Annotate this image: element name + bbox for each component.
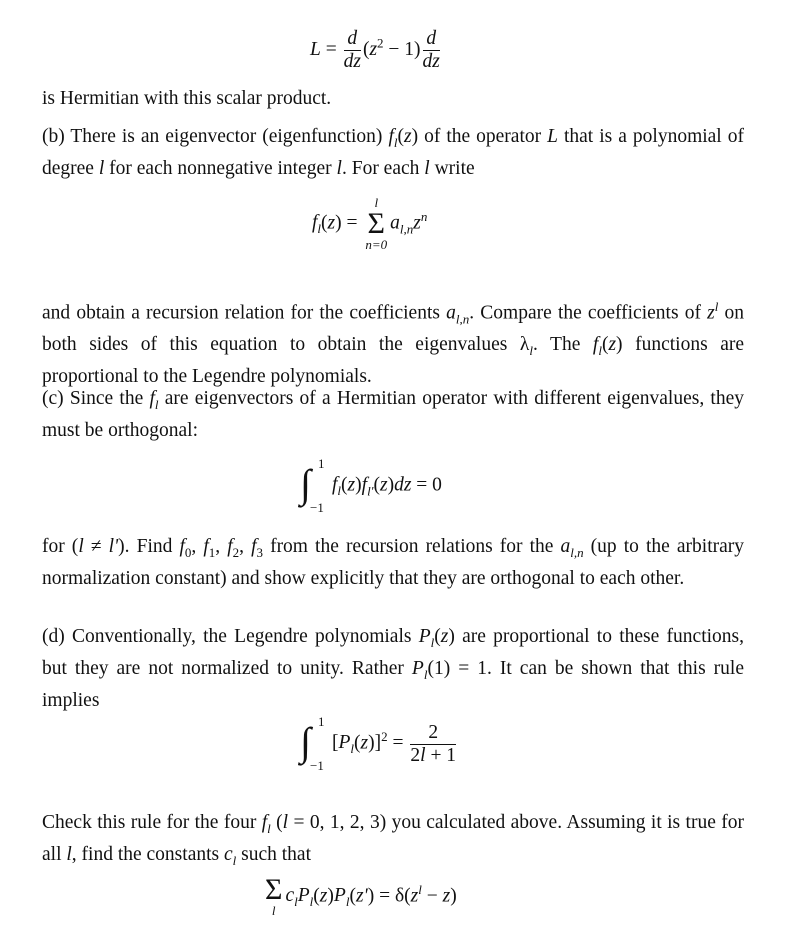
- part-d-check-text: Check this rule for the four $f_l$ (l = 0, 1, 2, 3) you calculated above. Assuming it is true for all l, find the constants $c_l$ such that: [42, 812, 744, 868]
- part-c-text: (c) Since the $f_l$ are eigenvectors of a Hermitian operator with different eigenvalues, they must be orthogonal:: [42, 388, 744, 441]
- orthogonality-equation: ∫ 1 −1 $f_l(z)f_{l'}(z)dz = 0$: [300, 456, 442, 515]
- completeness-equation: Σ l $c_lP_l(z)P_l(z') = \delta(z^l - z)$: [265, 873, 457, 918]
- hermitian-text: is Hermitian with this scalar product.: [42, 88, 332, 109]
- series-equation: $f_l(z)$ = l Σ n=0 $a_{l,n}z^n$: [312, 195, 428, 252]
- normalization-equation: ∫ 1 −1 $[P_l(z)]^2$ = $\frac{2}{2l + 1}$: [300, 714, 457, 773]
- operator-equation: L = $\frac{d}{dz}$ $(z^2 - 1)$ $\frac{d}{dz}$: [310, 28, 440, 72]
- part-c-find-text: for (l ≠ l'). Find $f_0$, $f_1$, $f_2$, $f_3$ from the recursion relations for the $a_{l,n}$ (up to the arbitrary normalization constant) and show explicitly that they are orthogonal to each other.: [42, 536, 745, 589]
- part-d-text: (d) Conventionally, the Legendre polynomials $P_l(z)$ are proportional to these functions, but they are not normalized to unity. Rather $P_l(1) = 1$. It can be shown that this rule implies: [42, 626, 744, 711]
- part-b-recursion-text: and obtain a recursion relation for the coefficients $a_{l,n}$. Compare the coefficients of $z^l$ on both sides of this equation to obtain the eigenvalues $\lambda_l$. The $f_l(z)$ functions are proportional to the Legendre polynomials.: [42, 299, 745, 388]
- part-b-text: (b) There is an eigenvector (eigenfunction) $f_l(z)$ of the operator L that is a polynomial of degree l for each nonnegative integer l. For each l write: [42, 126, 744, 179]
